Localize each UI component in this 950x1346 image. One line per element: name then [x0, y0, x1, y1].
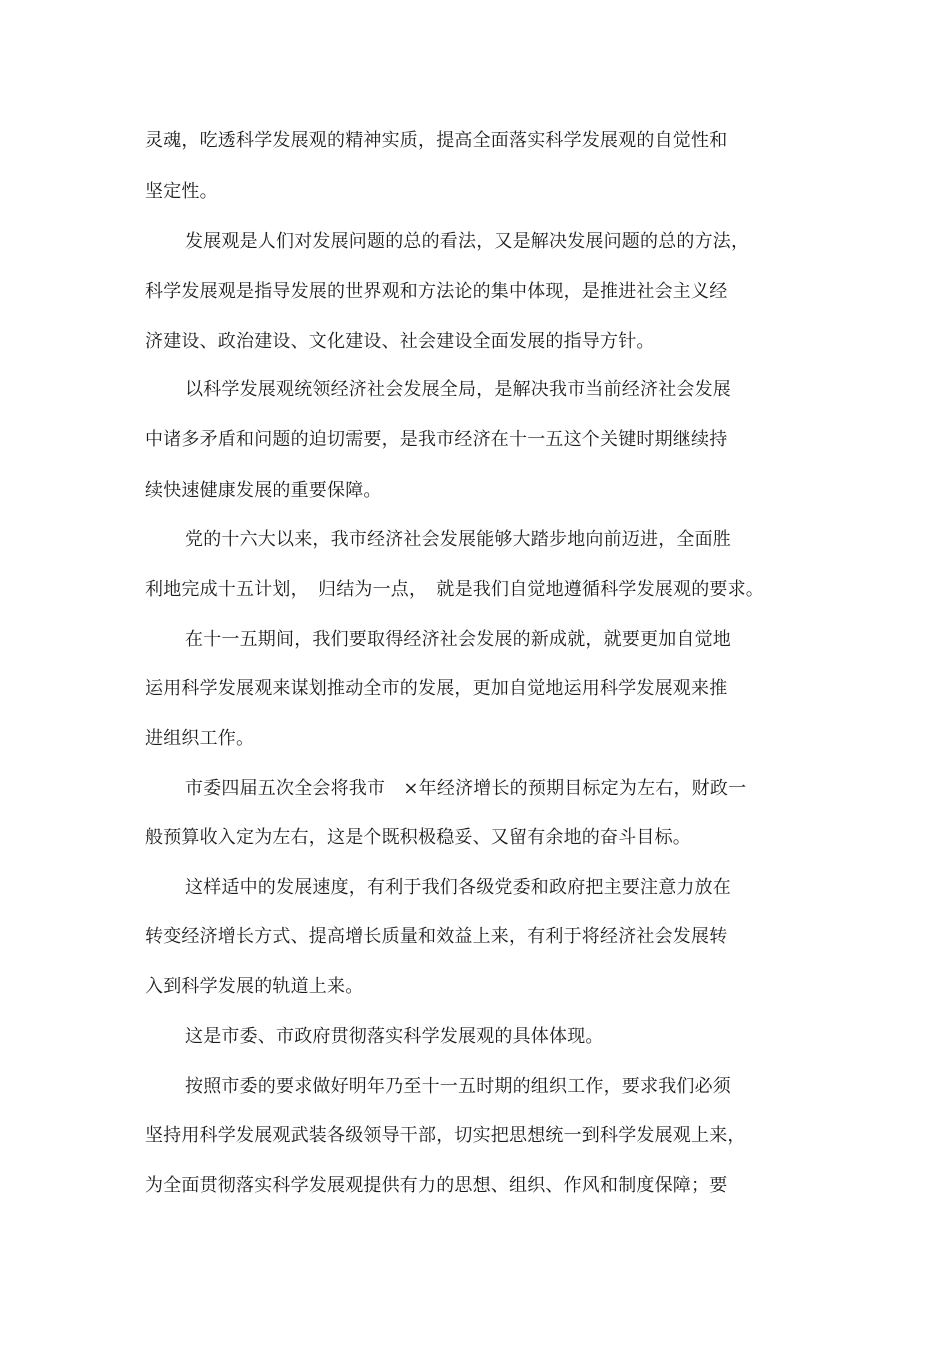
text-line: 坚定性。 — [145, 181, 218, 202]
text-line: 为全面贯彻落实科学发展观提供有力的思想、组织、作风和制度保障；要 — [145, 1175, 728, 1196]
text-line: 坚持用科学发展观武装各级领导干部，切实把思想统一到科学发展观上来， — [145, 1125, 746, 1146]
text-line: 济建设、政治建设、文化建设、社会建设全面发展的指导方针。 — [145, 331, 655, 352]
text-line: 灵魂，吃透科学发展观的精神实质，提高全面落实科学发展观的自觉性和 — [145, 130, 728, 151]
text-line: 市委四届五次全会将我市 ×年经济增长的预期目标定为左右，财政一 — [185, 778, 747, 799]
text-line: 党的十六大以来，我市经济社会发展能够大踏步地向前迈进，全面胜 — [185, 529, 731, 550]
text-line: 这是市委、市政府贯彻落实科学发展观的具体体现。 — [185, 1026, 604, 1047]
text-line: 般预算收入定为左右，这是个既积极稳妥、又留有余地的奋斗目标。 — [145, 827, 691, 848]
text-line: 续快速健康发展的重要保障。 — [145, 480, 382, 501]
text-line: 科学发展观是指导发展的世界观和方法论的集中体现，是推进社会主义经 — [145, 281, 728, 302]
text-line: 以科学发展观统领经济社会发展全局，是解决我市当前经济社会发展 — [185, 379, 731, 400]
text-line: 这样适中的发展速度，有利于我们各级党委和政府把主要注意力放在 — [185, 877, 731, 898]
text-line: 发展观是人们对发展问题的总的看法，又是解决发展问题的总的方法， — [185, 231, 750, 252]
text-line: 利地完成十五计划， 归结为一点， 就是我们自觉地遵循科学发展观的要求。 — [145, 579, 764, 600]
text-line: 入到科学发展的轨道上来。 — [145, 976, 364, 997]
text-line: 运用科学发展观来谋划推动全市的发展，更加自觉地运用科学发展观来推 — [145, 678, 728, 699]
text-line: 在十一五期间，我们要取得经济社会发展的新成就，就要更加自觉地 — [185, 629, 731, 650]
text-line: 按照市委的要求做好明年乃至十一五时期的组织工作，要求我们必须 — [185, 1076, 731, 1097]
text-line: 中诸多矛盾和问题的迫切需要，是我市经济在十一五这个关键时期继续持 — [145, 429, 728, 450]
text-line: 进组织工作。 — [145, 728, 255, 749]
text-line: 转变经济增长方式、提高增长质量和效益上来，有利于将经济社会发展转 — [145, 926, 728, 947]
